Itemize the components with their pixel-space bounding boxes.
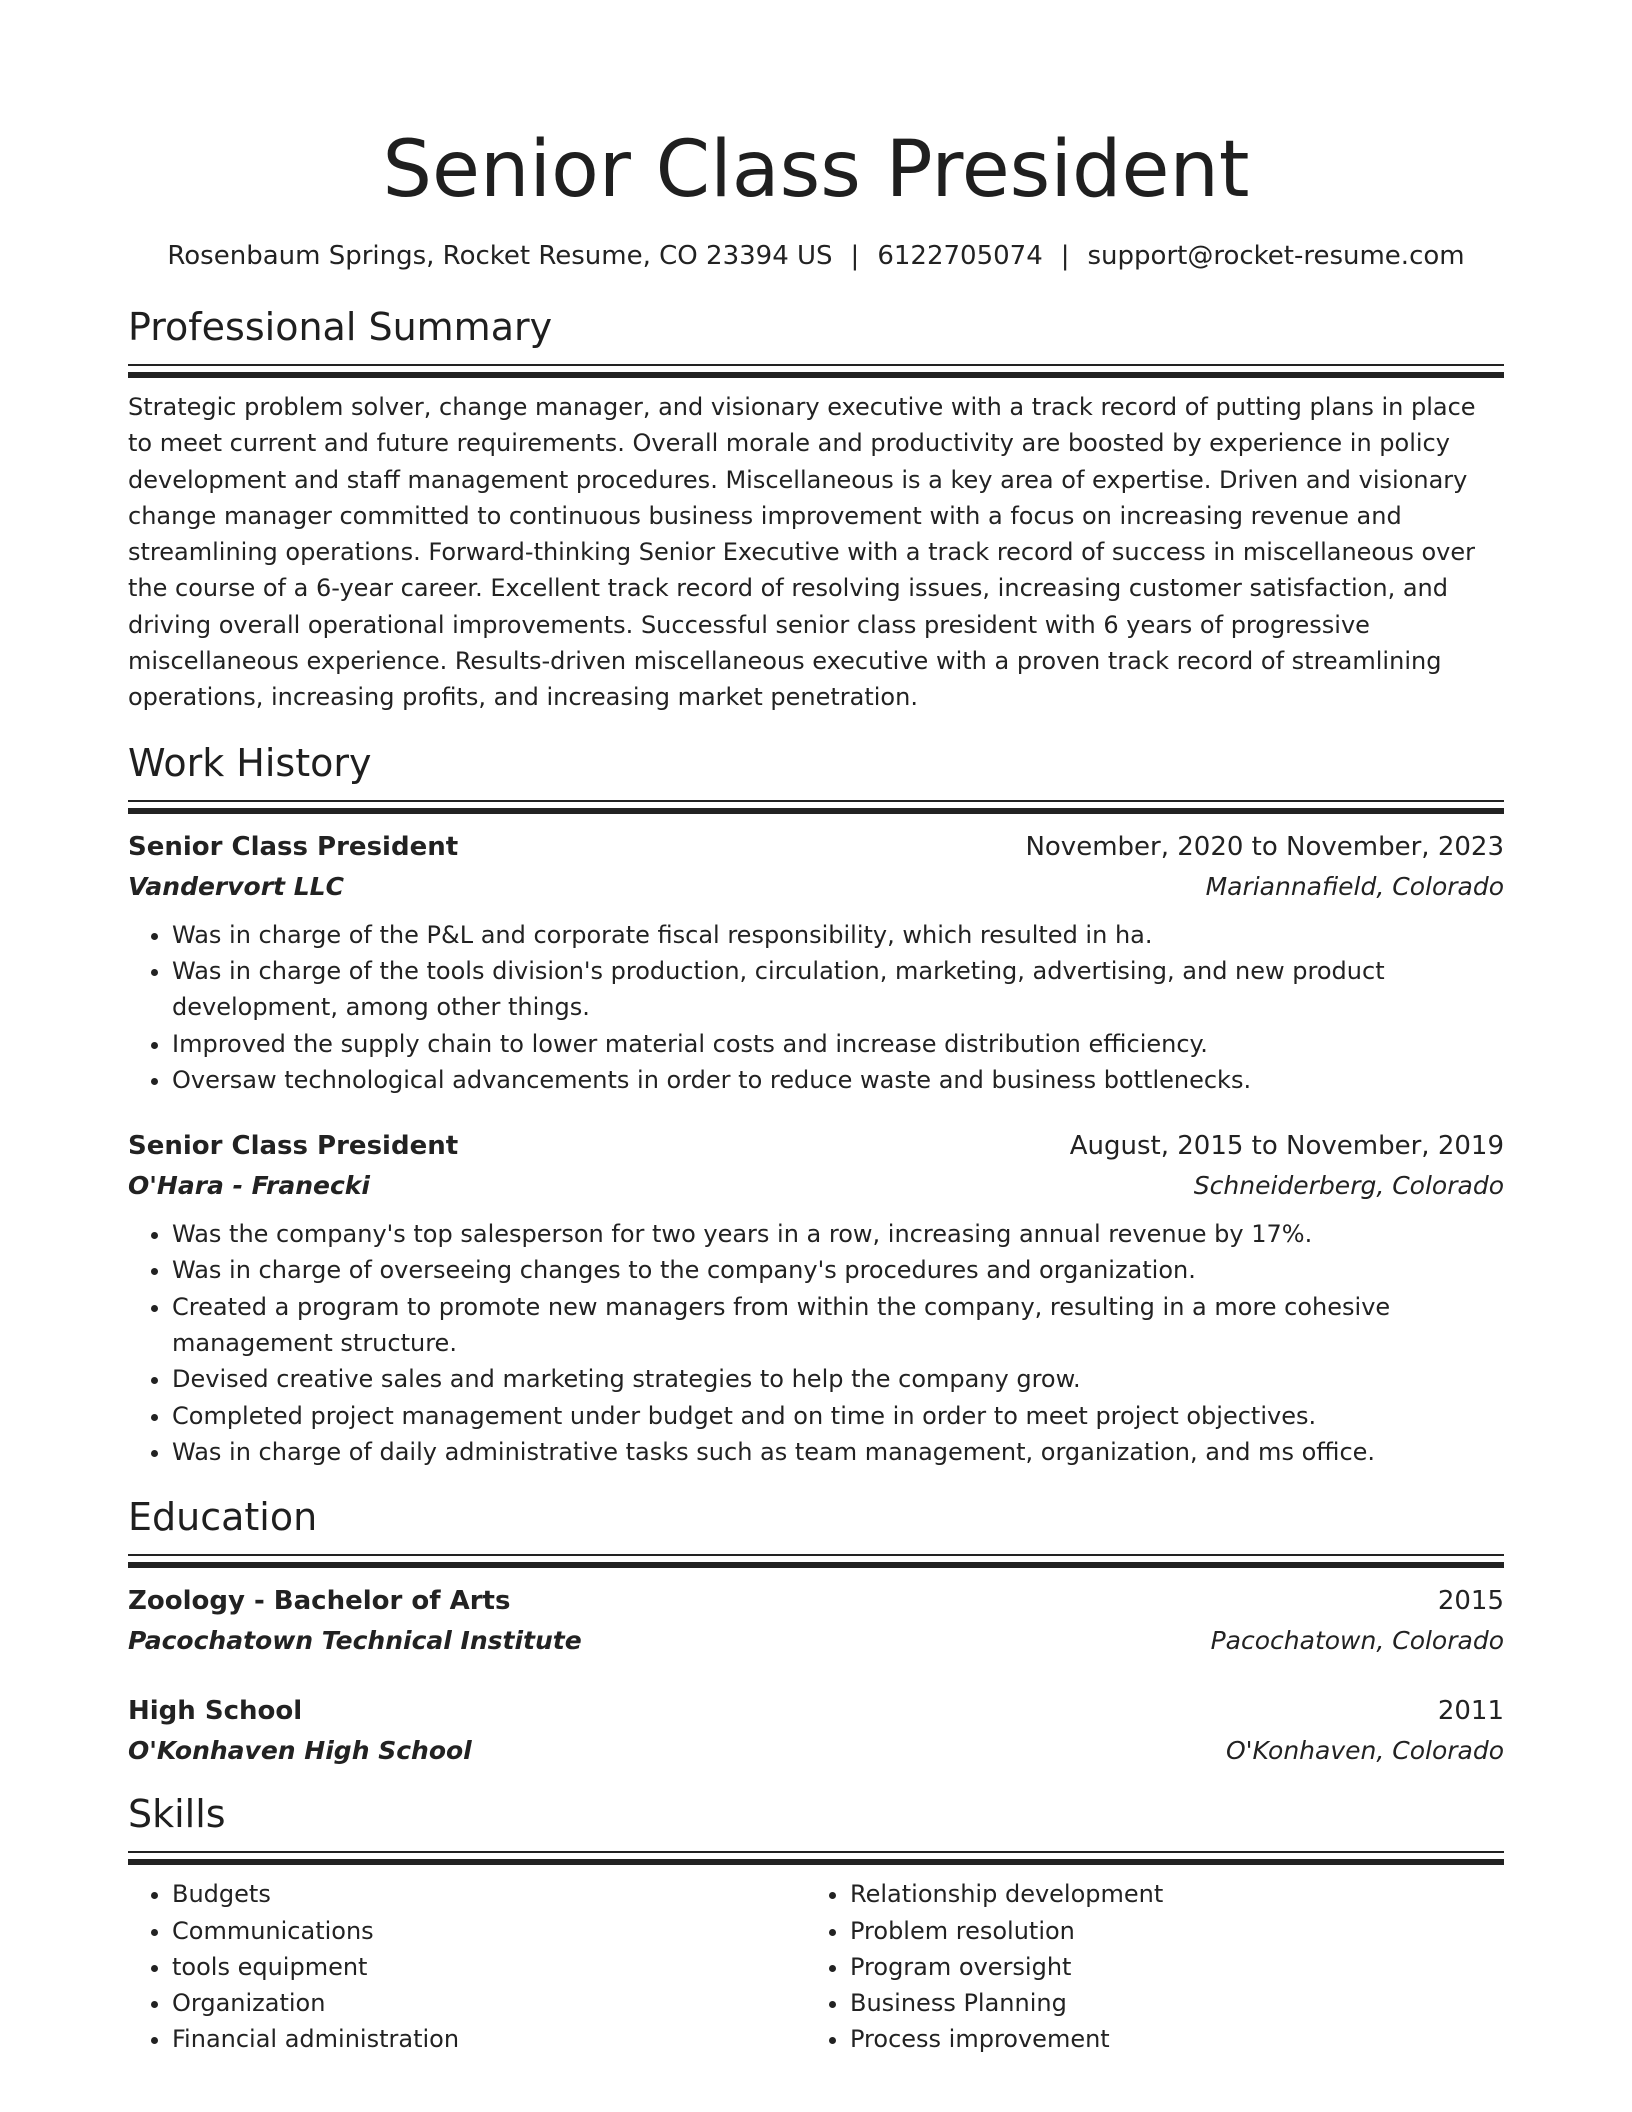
skill-item: • Process improvement — [850, 2021, 1484, 2057]
job-bullets — [128, 917, 1504, 1098]
contact-separator: | — [850, 241, 860, 271]
education-entry — [128, 1691, 1504, 1771]
job-header-row — [128, 827, 1504, 867]
job-company: O'Hara - Franecki — [128, 1171, 370, 1201]
list-item: • Devised creative sales and marketing strategies to help the company grow. — [172, 1361, 1504, 1397]
skill-item: • Problem resolution — [850, 1913, 1484, 1949]
skill-item: • Business Planning — [850, 1985, 1484, 2021]
education-location: Pacochatown, Colorado — [1210, 1626, 1504, 1656]
skill-item: • Organization — [172, 1985, 806, 2021]
skills-column-left — [128, 1876, 806, 2057]
list-item: • Oversaw technological advancements in order to reduce waste and business bottlenecks. — [172, 1062, 1504, 1098]
list-item: • Was in charge of daily administrative tasks such as team management, organization, and ms office. — [172, 1434, 1504, 1470]
list-item: • Was the company's top salesperson for two years in a row, increasing annual revenue by 17%. — [172, 1216, 1504, 1252]
skill-item: • Budgets — [172, 1876, 806, 1912]
skills-column-right — [806, 1876, 1484, 2057]
job-dates: November, 2020 to November, 2023 — [1025, 831, 1504, 862]
section-divider — [128, 1554, 1504, 1569]
summary-text: Strategic problem solver, change manager, and visionary executive with a track record of putting plans in place to meet current and future requirements. Overall morale and productivity are boosted by experience in policy development and staff management procedures. Miscellaneous is a key area of expertise. Driven and visionary change manager committed to continuous business improvement with a focus on increasing revenue and streamlining operations. Forward-thinking Senior Executive with a track record of success in miscellaneous over the course of a 6-year career. Excellent track record of resolving issues, increasing customer satisfaction, and driving overall operational improvements. Successful senior class president with 6 years of progressive miscellaneous experience. Results-driven miscellaneous executive with a proven track record of streamlining operations, increasing profits, and increasing market penetration. — [128, 393, 1476, 712]
education-school: Pacochatown Technical Institute — [128, 1626, 582, 1656]
education-year: 2011 — [1437, 1696, 1504, 1727]
list-item: • Was in charge of the tools division's production, circulation, marketing, advertising, and new product development, among other things. — [172, 953, 1504, 1026]
list-item: • Was in charge of the P&L and corporate fiscal responsibility, which resulted in ha. — [172, 917, 1504, 953]
section-divider — [128, 364, 1504, 379]
job-header-row — [128, 1126, 1504, 1166]
job-company-row — [128, 1166, 1504, 1206]
list-item: • Improved the supply chain to lower material costs and increase distribution efficiency. — [172, 1026, 1504, 1062]
job-entry — [128, 827, 1504, 1098]
section-title-work-history: Work History — [128, 740, 372, 785]
job-company: Vandervort LLC — [128, 871, 344, 901]
job-company-row — [128, 867, 1504, 907]
job-location: Mariannafield, Colorado — [1205, 871, 1504, 901]
education-entry — [128, 1581, 1504, 1661]
education-header-row — [128, 1691, 1504, 1731]
resume-name: Senior Class President — [382, 125, 1250, 215]
education-degree: Zoology - Bachelor of Arts — [128, 1586, 511, 1617]
contact-separator: | — [1060, 241, 1070, 271]
list-item: • Completed project management under budget and on time in order to meet project objectives. — [172, 1398, 1504, 1434]
job-entry — [128, 1126, 1504, 1470]
skills-list — [128, 1876, 806, 2057]
contact-phone: 6122705074 — [877, 241, 1043, 271]
list-item: • Was in charge of overseeing changes to the company's procedures and organization. — [172, 1252, 1504, 1288]
skills-list — [806, 1876, 1484, 2057]
education-year: 2015 — [1437, 1586, 1504, 1617]
skill-item: • Communications — [172, 1913, 806, 1949]
skill-item: • Relationship development — [850, 1876, 1484, 1912]
section-title-skills: Skills — [128, 1792, 226, 1837]
job-location: Schneiderberg, Colorado — [1193, 1171, 1504, 1201]
work-history-section — [128, 738, 1504, 1471]
education-school-row — [128, 1621, 1504, 1661]
education-location: O'Konhaven, Colorado — [1225, 1736, 1504, 1766]
list-item: • Created a program to promote new managers from within the company, resulting in a more cohesive management structure. — [172, 1289, 1504, 1362]
skills-grid — [128, 1876, 1504, 2057]
skill-item: • Program oversight — [850, 1949, 1484, 1985]
education-header-row — [128, 1581, 1504, 1621]
education-school: O'Konhaven High School — [128, 1736, 472, 1766]
section-divider — [128, 800, 1504, 815]
contact-email: support@rocket-resume.com — [1087, 241, 1465, 271]
skill-item: • Financial administration — [172, 2021, 806, 2057]
summary-section — [128, 302, 1504, 716]
section-title-summary: Professional Summary — [128, 305, 553, 349]
education-section — [128, 1492, 1504, 1771]
job-title: Senior Class President — [128, 831, 459, 862]
section-divider — [128, 1851, 1504, 1866]
job-bullets — [128, 1216, 1504, 1470]
contact-address: Rosenbaum Springs, Rocket Resume, CO 23394 US — [167, 241, 833, 271]
job-title: Senior Class President — [128, 1131, 459, 1162]
section-title-education: Education — [128, 1495, 318, 1540]
education-school-row — [128, 1731, 1504, 1771]
education-degree: High School — [128, 1696, 303, 1727]
contact-line — [128, 238, 1504, 274]
skill-item: • tools equipment — [172, 1949, 806, 1985]
skills-section — [128, 1789, 1504, 2057]
job-dates: August, 2015 to November, 2019 — [1069, 1131, 1504, 1162]
